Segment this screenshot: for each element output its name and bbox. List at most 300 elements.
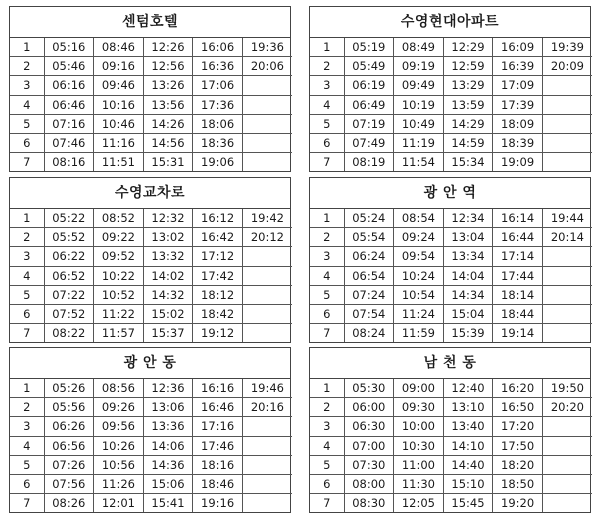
departure-time-cell: 19:50	[542, 379, 592, 398]
departure-time-cell: 06:46	[44, 95, 94, 114]
departure-time-cell: 18:42	[193, 304, 243, 323]
departure-time-cell: 17:20	[493, 417, 543, 436]
departure-time-cell: 16:42	[193, 228, 243, 247]
table-row	[10, 153, 292, 172]
departure-time-cell: 05:56	[44, 398, 94, 417]
departure-time-cell	[542, 76, 592, 95]
departure-time-cell: 10:49	[394, 114, 444, 133]
table-row	[310, 247, 592, 266]
departure-time-cell: 16:36	[193, 57, 243, 76]
departure-time-cell: 13:10	[443, 398, 493, 417]
trip-number-cell: 3	[310, 76, 344, 95]
trip-number-cell: 7	[310, 153, 344, 172]
departure-time-cell	[542, 114, 592, 133]
departure-time-cell: 16:06	[193, 38, 243, 57]
departure-time-cell: 10:30	[394, 436, 444, 455]
departure-time-cell: 14:04	[443, 266, 493, 285]
departure-time-cell	[242, 436, 292, 455]
departure-time-cell: 13:56	[143, 95, 193, 114]
departure-time-cell	[542, 324, 592, 343]
departure-time-cell: 11:00	[394, 455, 444, 474]
departure-time-cell	[242, 417, 292, 436]
departure-time-cell: 19:14	[493, 324, 543, 343]
trip-number-cell: 1	[10, 38, 44, 57]
table-row	[310, 38, 592, 57]
departure-time-cell: 15:45	[443, 494, 493, 513]
departure-time-cell: 13:26	[143, 76, 193, 95]
departure-time-cell: 17:42	[193, 266, 243, 285]
trip-number-cell: 5	[10, 285, 44, 304]
trip-number-cell: 7	[10, 494, 44, 513]
table-row	[310, 95, 592, 114]
departure-time-cell: 20:09	[542, 57, 592, 76]
trip-number-cell: 7	[10, 324, 44, 343]
departure-time-cell	[542, 95, 592, 114]
departure-time-cell: 18:44	[493, 304, 543, 323]
trip-number-cell: 4	[310, 266, 344, 285]
departure-time-cell: 09:22	[94, 228, 144, 247]
table-row	[310, 398, 592, 417]
trip-number-cell: 1	[310, 379, 344, 398]
trip-number-cell: 2	[10, 398, 44, 417]
departure-time-cell: 18:12	[193, 285, 243, 304]
departure-time-cell: 13:40	[443, 417, 493, 436]
departure-time-cell: 14:02	[143, 266, 193, 285]
stop-title: 광 안 동	[10, 348, 290, 379]
departure-time-cell: 16:16	[193, 379, 243, 398]
departure-time-cell: 15:34	[443, 153, 493, 172]
trip-number-cell: 1	[310, 209, 344, 228]
schedule-table	[10, 38, 292, 171]
departure-time-cell: 06:30	[344, 417, 394, 436]
departure-time-cell: 13:29	[443, 76, 493, 95]
table-row	[10, 417, 292, 436]
departure-time-cell: 13:34	[443, 247, 493, 266]
departure-time-cell: 05:52	[44, 228, 94, 247]
table-row	[310, 285, 592, 304]
table-row	[310, 379, 592, 398]
departure-time-cell: 06:19	[344, 76, 394, 95]
departure-time-cell: 09:46	[94, 76, 144, 95]
departure-time-cell: 14:40	[443, 455, 493, 474]
trip-number-cell: 4	[10, 95, 44, 114]
departure-time-cell: 09:56	[94, 417, 144, 436]
trip-number-cell: 7	[10, 153, 44, 172]
departure-time-cell	[542, 247, 592, 266]
departure-time-cell: 05:30	[344, 379, 394, 398]
departure-time-cell: 08:49	[394, 38, 444, 57]
departure-time-cell: 14:56	[143, 133, 193, 152]
departure-time-cell: 15:06	[143, 474, 193, 493]
departure-time-cell: 05:49	[344, 57, 394, 76]
table-row	[10, 285, 292, 304]
departure-time-cell: 10:00	[394, 417, 444, 436]
departure-time-cell: 10:16	[94, 95, 144, 114]
departure-time-cell: 19:39	[542, 38, 592, 57]
departure-time-cell: 10:24	[394, 266, 444, 285]
departure-time-cell: 14:26	[143, 114, 193, 133]
departure-time-cell: 17:12	[193, 247, 243, 266]
departure-time-cell: 15:04	[443, 304, 493, 323]
table-row	[310, 133, 592, 152]
departure-time-cell: 05:26	[44, 379, 94, 398]
departure-time-cell: 09:26	[94, 398, 144, 417]
departure-time-cell: 16:39	[493, 57, 543, 76]
table-row	[10, 474, 292, 493]
departure-time-cell: 09:30	[394, 398, 444, 417]
departure-time-cell: 05:54	[344, 228, 394, 247]
departure-time-cell: 18:39	[493, 133, 543, 152]
departure-time-cell: 11:19	[394, 133, 444, 152]
departure-time-cell: 11:26	[94, 474, 144, 493]
departure-time-cell: 16:12	[193, 209, 243, 228]
departure-time-cell: 17:36	[193, 95, 243, 114]
table-row	[310, 57, 592, 76]
departure-time-cell: 14:59	[443, 133, 493, 152]
departure-time-cell: 08:54	[394, 209, 444, 228]
departure-time-cell	[242, 494, 292, 513]
table-row	[10, 436, 292, 455]
table-row	[10, 95, 292, 114]
departure-time-cell: 07:16	[44, 114, 94, 133]
departure-time-cell: 07:30	[344, 455, 394, 474]
departure-time-cell: 09:24	[394, 228, 444, 247]
departure-time-cell: 07:54	[344, 304, 394, 323]
departure-time-cell: 18:50	[493, 474, 543, 493]
table-row	[310, 304, 592, 323]
table-row	[10, 324, 292, 343]
departure-time-cell: 15:10	[443, 474, 493, 493]
table-row	[310, 266, 592, 285]
table-row	[310, 76, 592, 95]
table-row	[10, 455, 292, 474]
table-row	[310, 153, 592, 172]
departure-time-cell: 18:14	[493, 285, 543, 304]
departure-time-cell: 05:22	[44, 209, 94, 228]
departure-time-cell: 06:56	[44, 436, 94, 455]
departure-time-cell: 19:16	[193, 494, 243, 513]
trip-number-cell: 6	[10, 304, 44, 323]
trip-number-cell: 1	[10, 209, 44, 228]
table-row	[10, 209, 292, 228]
departure-time-cell: 15:41	[143, 494, 193, 513]
departure-time-cell: 16:44	[493, 228, 543, 247]
departure-time-cell: 20:16	[242, 398, 292, 417]
departure-time-cell: 05:16	[44, 38, 94, 57]
departure-time-cell: 08:30	[344, 494, 394, 513]
table-row	[10, 133, 292, 152]
departure-time-cell	[242, 114, 292, 133]
departure-time-cell: 06:26	[44, 417, 94, 436]
departure-time-cell: 18:06	[193, 114, 243, 133]
departure-time-cell	[242, 304, 292, 323]
schedule-table	[10, 379, 292, 512]
table-row	[310, 436, 592, 455]
trip-number-cell: 6	[310, 474, 344, 493]
departure-time-cell: 13:32	[143, 247, 193, 266]
departure-time-cell: 06:49	[344, 95, 394, 114]
departure-time-cell: 19:46	[242, 379, 292, 398]
table-row	[310, 494, 592, 513]
departure-time-cell: 05:46	[44, 57, 94, 76]
departure-time-cell: 11:54	[394, 153, 444, 172]
schedule-panel-suyeong-intersection	[9, 177, 291, 343]
departure-time-cell: 06:54	[344, 266, 394, 285]
departure-time-cell	[242, 76, 292, 95]
departure-time-cell: 17:09	[493, 76, 543, 95]
departure-time-cell: 09:00	[394, 379, 444, 398]
departure-time-cell: 11:59	[394, 324, 444, 343]
departure-time-cell: 17:44	[493, 266, 543, 285]
trip-number-cell: 2	[310, 398, 344, 417]
departure-time-cell: 20:14	[542, 228, 592, 247]
departure-time-cell: 19:20	[493, 494, 543, 513]
table-row	[10, 266, 292, 285]
departure-time-cell: 19:06	[193, 153, 243, 172]
departure-time-cell: 12:05	[394, 494, 444, 513]
departure-time-cell: 11:16	[94, 133, 144, 152]
departure-time-cell	[542, 266, 592, 285]
departure-time-cell: 18:16	[193, 455, 243, 474]
departure-time-cell: 12:56	[143, 57, 193, 76]
trip-number-cell: 2	[310, 57, 344, 76]
departure-time-cell	[242, 474, 292, 493]
stop-title: 센텀호텔	[10, 7, 290, 38]
departure-time-cell: 17:14	[493, 247, 543, 266]
schedule-panel-centum-hotel	[9, 6, 291, 172]
trip-number-cell: 2	[310, 228, 344, 247]
departure-time-cell: 17:16	[193, 417, 243, 436]
stop-title: 광 안 역	[310, 178, 590, 209]
table-row	[10, 494, 292, 513]
departure-time-cell: 10:19	[394, 95, 444, 114]
departure-time-cell: 15:31	[143, 153, 193, 172]
departure-time-cell: 07:26	[44, 455, 94, 474]
schedule-table	[310, 379, 592, 512]
departure-time-cell: 13:59	[443, 95, 493, 114]
departure-time-cell	[242, 285, 292, 304]
departure-time-cell: 10:46	[94, 114, 144, 133]
departure-time-cell: 08:22	[44, 324, 94, 343]
table-row	[10, 379, 292, 398]
departure-time-cell: 14:29	[443, 114, 493, 133]
table-row	[10, 247, 292, 266]
table-row	[10, 38, 292, 57]
departure-time-cell: 16:46	[193, 398, 243, 417]
table-row	[310, 209, 592, 228]
departure-time-cell: 07:19	[344, 114, 394, 133]
trip-number-cell: 4	[10, 266, 44, 285]
table-row	[10, 57, 292, 76]
departure-time-cell: 08:16	[44, 153, 94, 172]
departure-time-cell: 08:52	[94, 209, 144, 228]
table-row	[310, 417, 592, 436]
departure-time-cell: 19:36	[242, 38, 292, 57]
departure-time-cell: 12:01	[94, 494, 144, 513]
departure-time-cell: 12:59	[443, 57, 493, 76]
schedule-panel-gwangan-dong	[9, 347, 291, 513]
departure-time-cell: 12:29	[443, 38, 493, 57]
departure-time-cell: 20:06	[242, 57, 292, 76]
departure-time-cell: 05:19	[344, 38, 394, 57]
departure-time-cell: 16:20	[493, 379, 543, 398]
departure-time-cell: 09:19	[394, 57, 444, 76]
departure-time-cell	[542, 474, 592, 493]
departure-time-cell: 17:46	[193, 436, 243, 455]
departure-time-cell	[542, 153, 592, 172]
departure-time-cell: 08:26	[44, 494, 94, 513]
trip-number-cell: 3	[10, 247, 44, 266]
departure-time-cell: 18:46	[193, 474, 243, 493]
stop-title: 수영교차로	[10, 178, 290, 209]
departure-time-cell	[242, 324, 292, 343]
stop-title: 수영현대아파트	[310, 7, 590, 38]
trip-number-cell: 4	[10, 436, 44, 455]
departure-time-cell: 08:56	[94, 379, 144, 398]
departure-time-cell: 10:54	[394, 285, 444, 304]
departure-time-cell: 12:32	[143, 209, 193, 228]
trip-number-cell: 5	[310, 285, 344, 304]
departure-time-cell: 07:52	[44, 304, 94, 323]
table-row	[10, 398, 292, 417]
table-row	[10, 114, 292, 133]
departure-time-cell: 08:46	[94, 38, 144, 57]
departure-time-cell: 14:34	[443, 285, 493, 304]
departure-time-cell	[542, 436, 592, 455]
departure-time-cell	[242, 266, 292, 285]
departure-time-cell: 06:22	[44, 247, 94, 266]
departure-time-cell: 07:56	[44, 474, 94, 493]
departure-time-cell	[242, 247, 292, 266]
departure-time-cell: 12:34	[443, 209, 493, 228]
departure-time-cell: 12:36	[143, 379, 193, 398]
departure-time-cell: 08:00	[344, 474, 394, 493]
trip-number-cell: 5	[310, 114, 344, 133]
departure-time-cell: 08:24	[344, 324, 394, 343]
trip-number-cell: 6	[10, 133, 44, 152]
schedule-panel-namcheon-dong	[309, 347, 591, 513]
departure-time-cell: 19:42	[242, 209, 292, 228]
departure-time-cell: 16:09	[493, 38, 543, 57]
table-row	[310, 474, 592, 493]
departure-time-cell: 06:52	[44, 266, 94, 285]
trip-number-cell: 2	[10, 228, 44, 247]
departure-time-cell	[542, 304, 592, 323]
departure-time-cell: 07:49	[344, 133, 394, 152]
departure-time-cell	[242, 133, 292, 152]
departure-time-cell: 10:26	[94, 436, 144, 455]
departure-time-cell: 07:46	[44, 133, 94, 152]
table-row	[10, 76, 292, 95]
table-row	[310, 228, 592, 247]
departure-time-cell: 13:36	[143, 417, 193, 436]
departure-time-cell: 06:16	[44, 76, 94, 95]
departure-time-cell: 20:20	[542, 398, 592, 417]
departure-time-cell: 13:04	[443, 228, 493, 247]
departure-time-cell	[542, 417, 592, 436]
departure-time-cell: 09:54	[394, 247, 444, 266]
departure-time-cell: 14:32	[143, 285, 193, 304]
schedule-panel-suyeong-hyundai-apt	[309, 6, 591, 172]
departure-time-cell: 10:52	[94, 285, 144, 304]
departure-time-cell	[242, 153, 292, 172]
trip-number-cell: 2	[10, 57, 44, 76]
trip-number-cell: 6	[10, 474, 44, 493]
departure-time-cell: 07:22	[44, 285, 94, 304]
departure-time-cell: 17:50	[493, 436, 543, 455]
departure-time-cell: 13:02	[143, 228, 193, 247]
departure-time-cell: 11:57	[94, 324, 144, 343]
departure-time-cell: 11:22	[94, 304, 144, 323]
departure-time-cell: 19:44	[542, 209, 592, 228]
departure-time-cell: 18:20	[493, 455, 543, 474]
schedule-table	[310, 209, 592, 342]
departure-time-cell: 15:39	[443, 324, 493, 343]
table-row	[10, 304, 292, 323]
departure-time-cell: 15:37	[143, 324, 193, 343]
departure-time-cell	[542, 133, 592, 152]
trip-number-cell: 1	[310, 38, 344, 57]
departure-time-cell: 10:22	[94, 266, 144, 285]
departure-time-cell: 14:36	[143, 455, 193, 474]
departure-time-cell: 11:30	[394, 474, 444, 493]
trip-number-cell: 5	[310, 455, 344, 474]
table-row	[10, 228, 292, 247]
departure-time-cell: 15:02	[143, 304, 193, 323]
table-row	[310, 324, 592, 343]
schedule-table	[310, 38, 592, 171]
departure-time-cell: 20:12	[242, 228, 292, 247]
trip-number-cell: 4	[310, 95, 344, 114]
departure-time-cell: 11:24	[394, 304, 444, 323]
departure-time-cell: 09:16	[94, 57, 144, 76]
departure-time-cell	[242, 95, 292, 114]
departure-time-cell: 12:26	[143, 38, 193, 57]
trip-number-cell: 6	[310, 133, 344, 152]
departure-time-cell: 09:52	[94, 247, 144, 266]
trip-number-cell: 7	[310, 494, 344, 513]
departure-time-cell	[542, 494, 592, 513]
departure-time-cell: 18:09	[493, 114, 543, 133]
schedule-table	[10, 209, 292, 342]
departure-time-cell: 12:40	[443, 379, 493, 398]
departure-time-cell	[542, 285, 592, 304]
departure-time-cell: 06:00	[344, 398, 394, 417]
departure-time-cell: 09:49	[394, 76, 444, 95]
departure-time-cell: 16:50	[493, 398, 543, 417]
table-row	[310, 455, 592, 474]
trip-number-cell: 3	[310, 247, 344, 266]
trip-number-cell: 3	[10, 417, 44, 436]
trip-number-cell: 6	[310, 304, 344, 323]
departure-time-cell: 11:51	[94, 153, 144, 172]
trip-number-cell: 3	[310, 417, 344, 436]
departure-time-cell: 13:06	[143, 398, 193, 417]
trip-number-cell: 5	[10, 455, 44, 474]
departure-time-cell	[242, 455, 292, 474]
schedule-panel-gwangan-station	[309, 177, 591, 343]
departure-time-cell: 14:06	[143, 436, 193, 455]
trip-number-cell: 1	[10, 379, 44, 398]
departure-time-cell: 07:00	[344, 436, 394, 455]
departure-time-cell: 05:24	[344, 209, 394, 228]
departure-time-cell: 14:10	[443, 436, 493, 455]
departure-time-cell: 19:12	[193, 324, 243, 343]
trip-number-cell: 3	[10, 76, 44, 95]
table-row	[310, 114, 592, 133]
departure-time-cell: 17:39	[493, 95, 543, 114]
departure-time-cell: 10:56	[94, 455, 144, 474]
